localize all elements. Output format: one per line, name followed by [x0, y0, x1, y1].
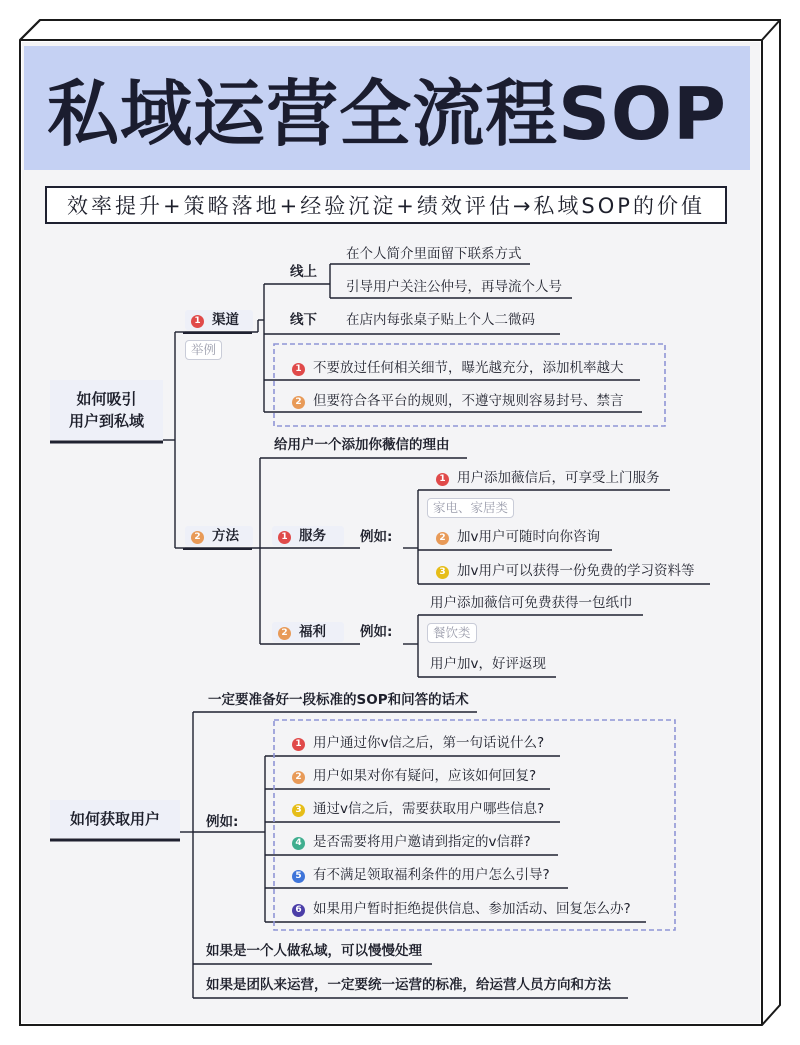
question-1: 1 用户通过你v信之后，第一句话说什么?: [292, 733, 544, 753]
method-label: 方法: [212, 528, 239, 544]
badge-2-icon: 2: [292, 396, 305, 409]
prepare-sop: 一定要准备好一段标准的SOP和问答的话术: [208, 692, 469, 708]
service-item-1: 1 用户添加薇信后，可享受上门服务: [436, 468, 660, 488]
welfare-item-1: 用户添加薇信可免费获得一包纸巾: [430, 595, 633, 611]
badge-1-icon: 1: [436, 473, 449, 486]
node-service: 1 服务: [272, 526, 344, 546]
question-2: 2 用户如果对你有疑问，应该如何回复?: [292, 766, 536, 786]
offline-item: 在店内每张桌子贴上个人二微码: [346, 312, 535, 328]
question-6: 6 如果用户暂时拒绝提供信息、参加活动、回复怎么办?: [292, 899, 631, 919]
node-channel: [185, 310, 253, 330]
badge-1-icon: 1: [292, 363, 305, 376]
badge-1-icon: 1: [292, 738, 305, 751]
question-4: 4 是否需要将用户邀请到指定的v信群?: [292, 832, 531, 852]
welfare-category-tag: 餐饮类: [427, 623, 477, 643]
badge-4-icon: 4: [292, 837, 305, 850]
node-method: [185, 526, 253, 546]
service-example: 例如:: [360, 529, 393, 545]
question-5: 5 有不满足领取福利条件的用户怎么引导?: [292, 865, 550, 885]
badge-2-icon: 2: [292, 771, 305, 784]
method-reason: 给用户一个添加你薇信的理由: [274, 437, 450, 453]
node-offline: 线下: [290, 312, 317, 328]
service-item-2: 2 加v用户可随时向你咨询: [436, 527, 600, 547]
node-online: 线上: [290, 264, 317, 280]
badge-2-icon: 2: [278, 627, 291, 640]
subtitle: 效率提升+策略落地+经验沉淀+绩效评估→私域SOP的价值: [45, 186, 727, 224]
note-personal: 如果是一个人做私域，可以慢慢处理: [206, 943, 422, 959]
service-item-3: 3 加v用户可以获得一份免费的学习资料等: [436, 561, 695, 581]
badge-1-icon: 1: [191, 315, 204, 328]
service-category-tag: 家电、家居类: [427, 498, 514, 518]
page-title: 私域运营全流程SOP: [24, 46, 750, 170]
node-attract-users: [50, 380, 163, 440]
welfare-example: 例如:: [360, 624, 393, 640]
badge-2-icon: 2: [191, 531, 204, 544]
example-tag: 举例: [185, 340, 222, 360]
badge-2-icon: 2: [436, 532, 449, 545]
section2-example: 例如:: [206, 814, 239, 830]
question-3: 3 通过v信之后，需要获取用户哪些信息?: [292, 799, 544, 819]
online-item-1: 在个人简介里面留下联系方式: [346, 246, 522, 262]
node-attract-line2: 用户到私域: [68, 412, 144, 430]
badge-5-icon: 5: [292, 870, 305, 883]
online-item-2: 引导用户关注公仲号，再导流个人号: [346, 279, 562, 295]
note-team: 如果是团队来运营，一定要统一运营的标准，给运营人员方向和方法: [206, 977, 611, 993]
channel-note-2: 2 但要符合各平台的规则，不遵守规则容易封号、禁言: [292, 391, 624, 411]
node-acquire-users: 如何获取用户: [50, 800, 180, 838]
badge-3-icon: 3: [436, 566, 449, 579]
node-attract-line1: 如何吸引: [76, 390, 137, 408]
welfare-item-2: 用户加v，好评返现: [430, 656, 546, 672]
node-welfare: 2 福利: [272, 622, 344, 642]
channel-note-1: 1 不要放过任何相关细节，曝光越充分，添加机率越大: [292, 358, 624, 378]
channel-label: 渠道: [212, 312, 239, 328]
badge-6-icon: 6: [292, 904, 305, 917]
badge-1-icon: 1: [278, 531, 291, 544]
badge-3-icon: 3: [292, 804, 305, 817]
